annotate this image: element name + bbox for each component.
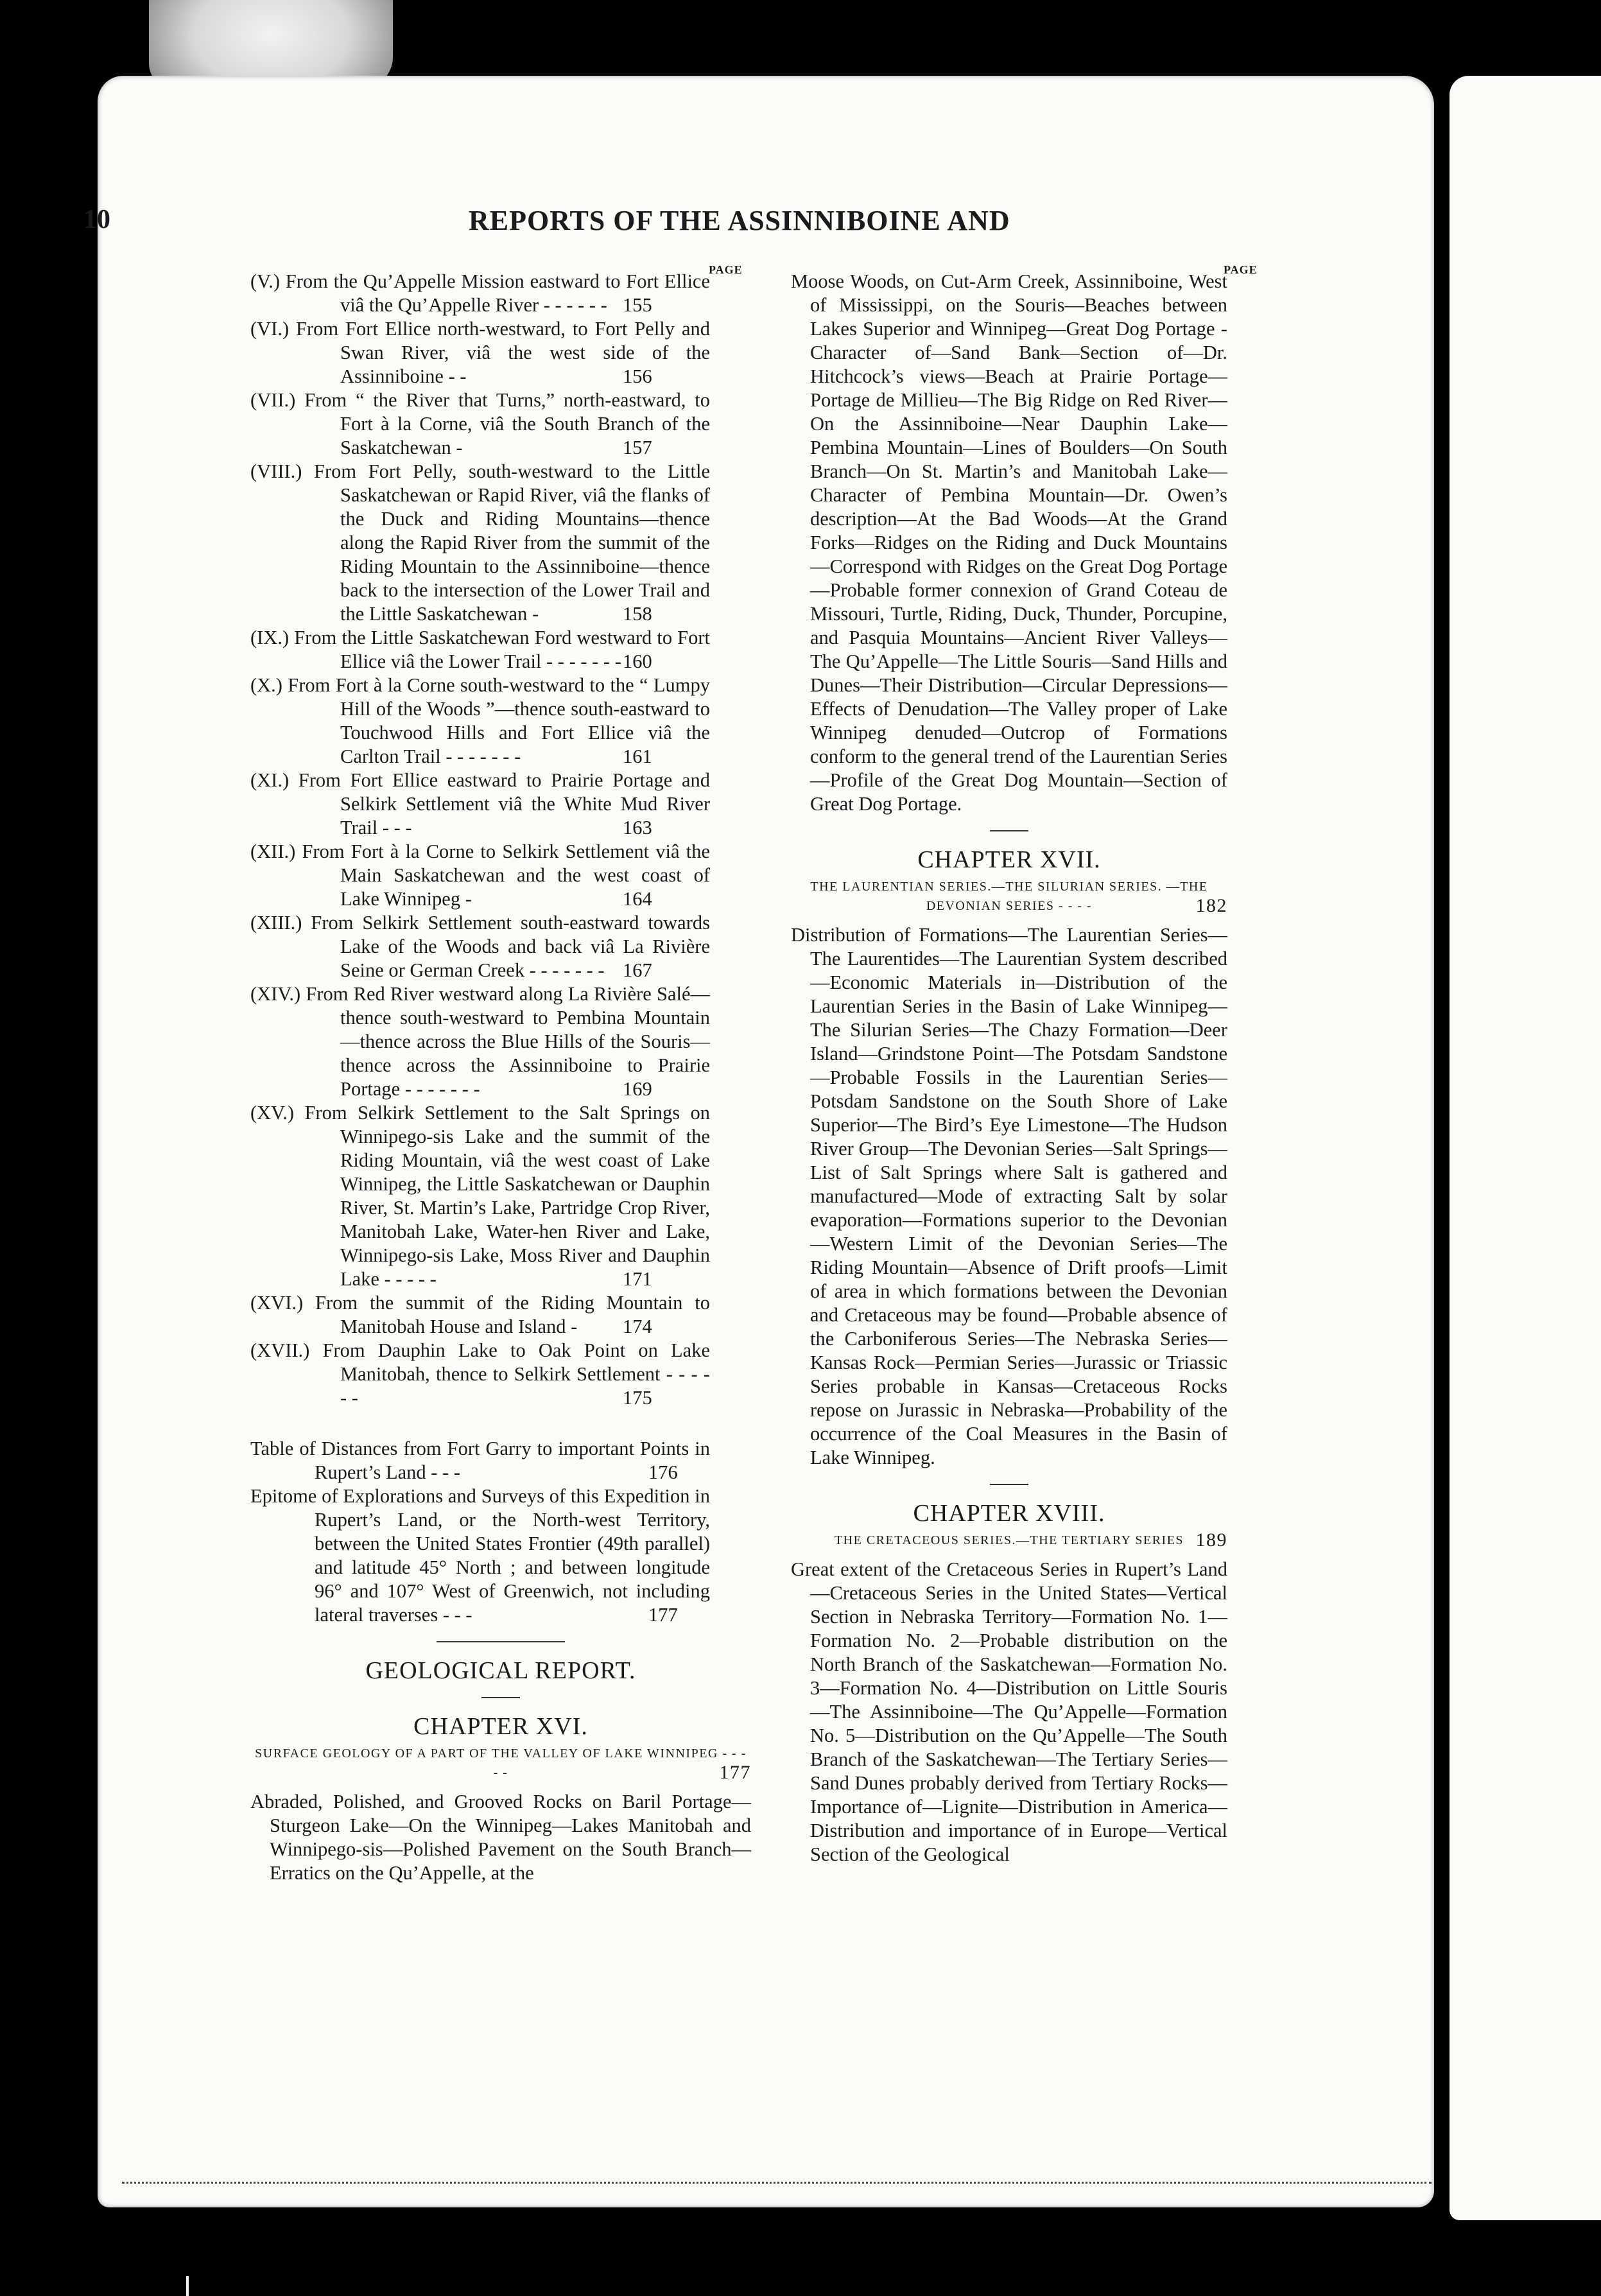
toc-entry: (VI.) From Fort Ellice north-westward, to Fort Pelly and Swan River, viâ the west side of the Assinniboine - - 156 bbox=[250, 318, 710, 387]
toc-entry: (XV.) From Selkirk Settlement to the Salt Springs on Winnipego-sis Lake and the summit of the Riding Mountain, viâ the west coast of Lake Winnipeg, the Little Saskatchewan or Dauphin River, St. Martin’s Lake, Partridge Crop River, Manitobah Lake, Water-hen River and Lake, Winnipego-sis Lake, Moss River and Dauphin Lake - - - - - 171 bbox=[250, 1102, 710, 1290]
toc-entry: (XVI.) From the summit of the Riding Mountain to Manitobah House and Island - 174 bbox=[250, 1292, 710, 1337]
toc-entry: Table of Distances from Fort Garry to important Points in Rupert’s Land - - - 176 bbox=[250, 1438, 710, 1483]
divider bbox=[437, 1641, 565, 1642]
divider bbox=[990, 830, 1028, 831]
chapter-title: CHAPTER XVII. bbox=[917, 846, 1101, 873]
facing-page-edge bbox=[1450, 76, 1601, 2220]
chapter-summary: Great extent of the Cretaceous Series in Rupert’s Land—Cretaceous Series in the United States—Vertical Section in Nebraska Territory—Formation No. 1—Formation No. 2—Probable distribution on the North Branch of the Saskatchewan—Formation No. 3—Formation No. 4—Distribution on Little Souris—The Assinniboine—The Qu’Appelle—Formation No. 5—Distribution on the Qu’Appelle—The South Branch of the Saskatchewan—The Tertiary Series—Sand Dunes probably derived from Tertiary Rocks—Importance of—Lignite—Distribution in America—Distribution and importance of in Europe—Vertical Section of the Geological bbox=[791, 1558, 1227, 1865]
right-column bbox=[791, 270, 1227, 1866]
toc-entry: (XIV.) From Red River westward along La Rivière Salé—thence south-westward to Pembina Mountain—thence across the Blue Hills of the Souris—thence across the Assinniboine to Prairie Portage - - - - - - - 169 bbox=[250, 983, 710, 1100]
running-title: REPORTS OF THE ASSINNIBOINE AND bbox=[469, 205, 1010, 236]
page-column-label: PAGE bbox=[1224, 263, 1258, 276]
toc-entry: Epitome of Explorations and Surveys of this Expedition in Rupert’s Land, or the North-west Territory, between the United States Frontier (49th parallel) and latitude 45° North ; and between longitude 96° and 107° West of Greenwich, not including lateral traverses - - - 177 bbox=[250, 1485, 710, 1626]
toc-entry: (X.) From Fort à la Corne south-westward to the “ Lumpy Hill of the Woods ”—thence south-eastward to Touchwood Hills and Fort Ellice viâ the Carlton Trail - - - - - - - 161 bbox=[250, 674, 710, 767]
toc-entry: (XI.) From Fort Ellice eastward to Prairie Portage and Selkirk Settlement viâ the White Mud River Trail - - - 163 bbox=[250, 769, 710, 839]
chapter-subtitle: SURFACE GEOLOGY OF A PART OF THE VALLEY OF LAKE WINNIPEG - - - - - 177 bbox=[255, 1746, 751, 1783]
scan-mark bbox=[186, 2276, 189, 2296]
divider bbox=[990, 1484, 1028, 1485]
chapter-subtitle: THE LAURENTIAN SERIES.—THE SILURIAN SERIES. —THE DEVONIAN SERIES - - - - 182 bbox=[810, 880, 1227, 916]
chapter-title: CHAPTER XVI. bbox=[413, 1713, 588, 1740]
chapter-summary-continued: Moose Woods, on Cut-Arm Creek, Assinniboine, West of Mississippi, on the Souris—Beaches between Lakes Superior and Winnipeg—Great Dog Portage - Character of—Sand Bank—Section of—Dr. Hitchcock’s views—Beach at Prairie Portage—Portage de Millieu—The Big Ridge on Red River—On the Assinniboine—Near Dauphin Lake—Pembina Mountain—Lines of Boulders—On South Branch—On St. Martin’s and Manitobah Lake—Character of Pembina Mountain—Dr. Owen’s description—At the Bad Woods—At the Grand Forks—Ridges on the Riding and Duck Mountains—Correspond with Ridges on the Great Dog Portage—Probable former connexion of Grand Coteau de Missouri, Turtle, Riding, Duck, Thunder, Porcupine, and Pasquia Mountains—Ancient River Valleys—The Qu’Appelle—The Little Souris—Sand Hills and Dunes—Their Distribution—Circular Depressions—Effects of Denudation—The Valley proper of Lake Winnipeg denuded—Outcrop of Formations conform to the general trend of the Laurentian Series—Profile of the Great Dog Mountain—Section of Great Dog Portage. bbox=[791, 270, 1227, 815]
page-bottom-edge bbox=[122, 2175, 1432, 2184]
left-column bbox=[250, 270, 751, 1885]
toc-entry: (IX.) From the Little Saskatchewan Ford westward to Fort Ellice viâ the Lower Trail - - - - - - - 160 bbox=[250, 627, 710, 672]
chapter-summary: Abraded, Polished, and Grooved Rocks on Baril Portage—Sturgeon Lake—On the Winnipeg—Lakes Manitobah and Winnipego-sis—Polished Pavement on the South Branch—Erratics on the Qu’Appelle, at the bbox=[250, 1791, 751, 1884]
section-heading: GEOLOGICAL REPORT. bbox=[365, 1657, 636, 1684]
divider bbox=[481, 1697, 520, 1698]
page-number: 10 bbox=[83, 205, 110, 234]
toc-entry: (XVII.) From Dauphin Lake to Oak Point on Lake Manitobah, thence to Selkirk Settlement - - - - - - 175 bbox=[250, 1339, 710, 1409]
toc-entry: (XII.) From Fort à la Corne to Selkirk Settlement viâ the Main Saskatchewan and the west coast of Lake Winnipeg - 164 bbox=[250, 840, 710, 910]
toc-entry: (VIII.) From Fort Pelly, south-westward to the Little Saskatchewan or Rapid River, viâ the flanks of the Duck and Riding Mountains—thence along the Rapid River from the summit of the Riding Mountain to the Assinniboine—thence back to the intersection of the Lower Trail and the Little Saskatchewan - 158 bbox=[250, 460, 710, 625]
chapter-title: CHAPTER XVIII. bbox=[913, 1500, 1105, 1527]
toc-entry: (VII.) From “ the River that Turns,” north-eastward, to Fort à la Corne, viâ the South Branch of the Saskatchewan - 157 bbox=[250, 389, 710, 458]
page-column-label: PAGE bbox=[709, 263, 743, 276]
chapter-subtitle: THE CRETACEOUS SERIES.—THE TERTIARY SERIES 189 bbox=[834, 1529, 1227, 1551]
toc-entry: (XIII.) From Selkirk Settlement south-eastward towards Lake of the Woods and back viâ La Rivière Seine or German Creek - - - - - - - 167 bbox=[250, 912, 710, 981]
chapter-summary: Distribution of Formations—The Laurentian Series—The Laurentides—The Laurentian System described—Economic Materials in—Distribution of the Laurentian Series in the Basin of Lake Winnipeg—The Silurian Series—The Chazy Formation—Deer Island—Grindstone Point—The Potsdam Sandstone—Probable Fossils in the Laurentian Series—Potsdam Sandstone on the South Shore of Lake Superior—The Bird’s Eye Limestone—The Hudson River Group—The Devonian Series—Salt Springs—List of Salt Springs where Salt is gathered and manufactured—Mode of extracting Salt by solar evaporation—Formations superior to the Devonian—Western Limit of the Devonian Series—The Riding Mountain—Absence of Drift proofs—Limit of area in which formations between the Devonian and Cretaceous may be found—Probable absence of the Carboniferous Series—The Nebraska Series—Kansas Rock—Permian Series—Jurassic or Triassic Series probable in Kansas—Cretaceous Rocks repose on Jurassic in Nebraska—Probability of the occurrence of the Coal Measures in the Basin of Lake Winnipeg. bbox=[791, 924, 1227, 1468]
toc-entry: (V.) From the Qu’Appelle Mission eastward to Fort Ellice viâ the Qu’Appelle River - - - - - - 155 bbox=[250, 270, 710, 316]
